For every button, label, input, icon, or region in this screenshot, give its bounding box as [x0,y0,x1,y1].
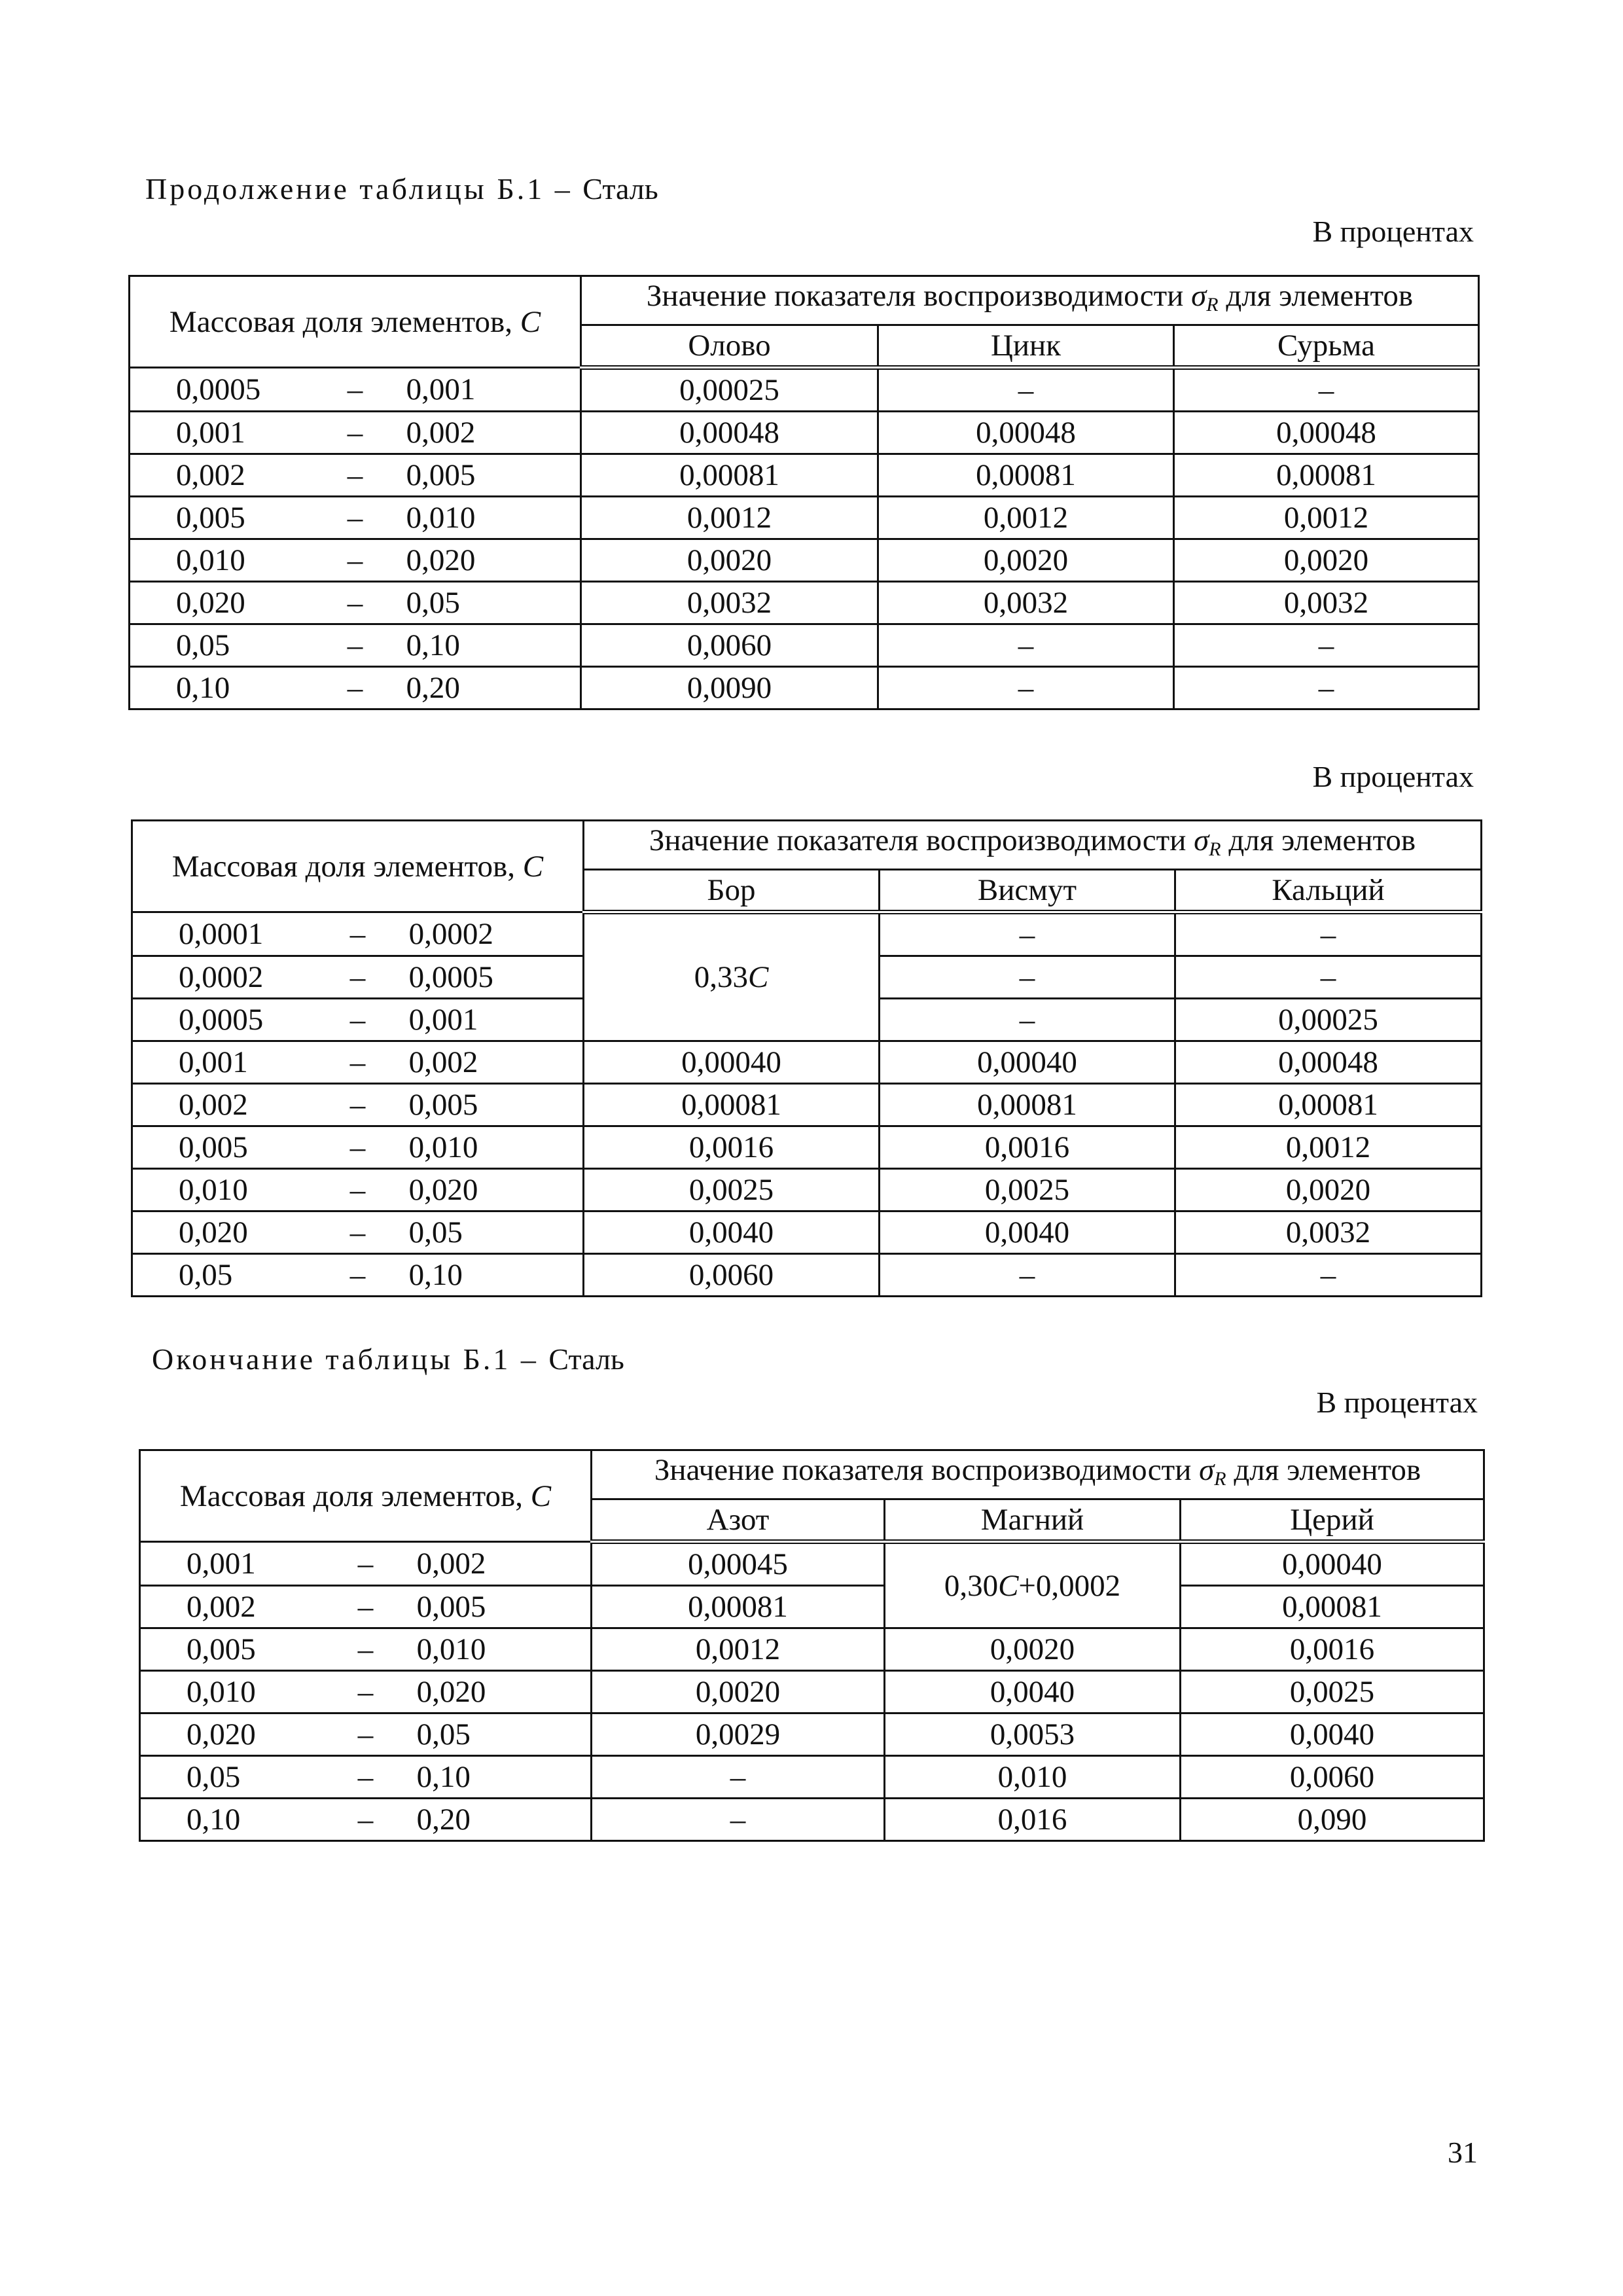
value-cell: 0,0020 [1174,539,1479,582]
value-cell: – [1174,624,1479,667]
value-cell: 0,016 [885,1799,1181,1841]
range-dash: – [357,1760,374,1794]
value-cell: 0,0016 [1181,1628,1484,1671]
range-lower: 0,020 [179,1215,248,1249]
range-upper: 0,10 [416,1760,471,1794]
range-upper: 0,05 [416,1717,471,1751]
range-lower: 0,005 [179,1130,248,1164]
range-lower: 0,05 [179,1258,233,1292]
caption-suffix: Сталь [548,1342,624,1376]
table-row [130,624,1479,667]
value-cell: 0,0012 [581,497,878,539]
value-cell: 0,00040 [584,1041,880,1084]
range-lower: 0,001 [176,416,245,450]
mass-range-cell [132,956,584,999]
range-lower: 0,10 [187,1803,241,1837]
range-dash: – [349,1173,366,1207]
value-cell: 0,0090 [581,667,878,709]
range-dash: – [357,1717,374,1751]
value-cell: – [880,956,1175,999]
mass-range-cell [140,1542,592,1586]
range-dash: – [347,372,363,406]
value-cell: – [880,912,1175,956]
range-upper: 0,001 [406,372,476,406]
value-cell: 0,0025 [1181,1671,1484,1713]
range-upper: 0,020 [408,1173,478,1207]
mass-range-cell [130,412,581,454]
range-dash: – [349,1045,366,1079]
value-cell: 0,00040 [1181,1542,1484,1586]
table-nitrogen-magnesium-cerium [139,1449,1485,1842]
element-header: Кальций [1175,870,1482,912]
value-cell: 0,0012 [1175,1126,1482,1169]
range-lower: 0,002 [187,1590,256,1624]
table-row [130,412,1479,454]
value-cell: 0,00045 [592,1542,885,1586]
table-row [132,912,1482,956]
range-upper: 0,20 [416,1803,471,1837]
mass-range-cell [140,1756,592,1799]
formula-variable: C [998,1568,1019,1603]
range-lower: 0,0001 [179,917,264,951]
caption-prefix: Продолжение таблицы Б.1 – [145,172,573,206]
value-cell: 0,090 [1181,1799,1484,1841]
table-row [140,1713,1484,1756]
reproducibility-header: Значение показателя воспроизводимости $\sigma_R$ для элементов [584,821,1482,870]
range-upper: 0,0002 [408,917,493,951]
value-cell: 0,0040 [584,1211,880,1254]
value-cell: – [880,1254,1175,1297]
mass-range-cell [130,539,581,582]
range-upper: 0,002 [408,1045,478,1079]
mass-range-cell [140,1713,592,1756]
mass-range-cell [132,1126,584,1169]
value-cell: – [592,1799,885,1841]
table-row [140,1628,1484,1671]
value-cell: 0,0060 [1181,1756,1484,1799]
caption-prefix: Окончание таблицы Б.1 – [152,1342,539,1376]
value-cell: 0,0020 [581,539,878,582]
value-cell: 0,00025 [1175,999,1482,1041]
value-cell: 0,00081 [1174,454,1479,497]
range-dash: – [349,1215,366,1249]
range-upper: 0,0005 [408,960,493,994]
table-row [140,1756,1484,1799]
range-upper: 0,010 [416,1632,486,1666]
value-cell: 0,00025 [581,368,878,412]
value-cell: 0,0032 [581,582,878,624]
mass-fraction-header: Массовая доля элементов, C [140,1450,592,1542]
range-lower: 0,001 [179,1045,248,1079]
mass-range-cell [130,454,581,497]
value-cell: 0,00081 [592,1586,885,1628]
table-row [132,1126,1482,1169]
table-row [130,582,1479,624]
table-row [140,1671,1484,1713]
value-cell: 0,010 [885,1756,1181,1799]
value-cell: 0,00048 [878,412,1174,454]
value-cell: 0,00081 [584,1084,880,1126]
value-cell: 0,0020 [1175,1169,1482,1211]
value-cell: 0,0016 [880,1126,1175,1169]
table-boron-bismuth-calcium [131,819,1482,1297]
value-cell: – [878,667,1174,709]
value-cell: 0,0012 [878,497,1174,539]
value-cell: 0,0053 [885,1713,1181,1756]
mass-range-cell [132,1169,584,1211]
mass-range-cell [130,497,581,539]
value-cell: 0,00048 [1175,1041,1482,1084]
mass-range-cell [132,912,584,956]
element-header: Церий [1181,1499,1484,1542]
mass-range-cell [132,999,584,1041]
value-cell: – [1175,956,1482,999]
table-continuation-caption [145,171,658,206]
value-cell: 0,0040 [1181,1713,1484,1756]
range-lower: 0,002 [179,1088,248,1122]
range-lower: 0,002 [176,458,245,492]
range-dash: – [349,1258,366,1292]
table-row [132,1084,1482,1126]
range-dash: – [357,1590,374,1624]
merged-formula-cell [885,1542,1181,1628]
range-dash: – [347,671,363,705]
value-cell: 0,0032 [1174,582,1479,624]
reproducibility-header: Значение показателя воспроизводимости $\sigma_R$ для элементов [592,1450,1484,1499]
table-row [140,1799,1484,1841]
page-number: 31 [1448,2136,1478,2169]
value-cell: 0,0020 [885,1628,1181,1671]
formula-coefficient: 0,33 [694,960,748,994]
range-upper: 0,001 [408,1003,478,1037]
value-cell: 0,00040 [880,1041,1175,1084]
value-cell: 0,00081 [1181,1586,1484,1628]
table-tin-zinc-antimony [128,275,1480,710]
range-upper: 0,20 [406,671,460,705]
range-dash: – [347,586,363,620]
mass-range-cell [130,667,581,709]
range-dash: – [349,960,366,994]
mass-range-cell [132,1254,584,1297]
value-cell: 0,0029 [592,1713,885,1756]
value-cell: 0,0012 [1174,497,1479,539]
value-cell: – [1174,667,1479,709]
merged-formula-cell [584,912,880,1041]
caption-suffix: Сталь [582,172,658,206]
value-cell: 0,0016 [584,1126,880,1169]
value-cell: – [1175,912,1482,956]
mass-range-cell [132,1084,584,1126]
value-cell: – [878,368,1174,412]
range-upper: 0,005 [416,1590,486,1624]
mass-range-cell [130,582,581,624]
mass-range-cell [140,1586,592,1628]
element-header: Бор [584,870,880,912]
mass-range-cell [140,1799,592,1841]
range-upper: 0,002 [416,1547,486,1581]
value-cell: 0,0040 [885,1671,1181,1713]
mass-fraction-header: Массовая доля элементов, C [132,821,584,912]
value-cell: – [880,999,1175,1041]
range-lower: 0,010 [179,1173,248,1207]
value-cell: 0,0032 [1175,1211,1482,1254]
reproducibility-header: Значение показателя воспроизводимости $\sigma_R$ для элементов [581,276,1479,325]
value-cell: 0,00081 [878,454,1174,497]
mass-range-cell [132,1041,584,1084]
range-lower: 0,005 [187,1632,256,1666]
range-lower: 0,010 [176,543,245,577]
range-dash: – [357,1803,374,1837]
unit-label-3: В процентах [1316,1386,1478,1419]
unit-label-2: В процентах [1312,760,1474,793]
table-row [130,539,1479,582]
table-row [130,497,1479,539]
value-cell: 0,0060 [581,624,878,667]
range-dash: – [347,416,363,450]
formula-constant: +0,0002 [1018,1568,1121,1603]
table-row [140,1586,1484,1628]
formula-coefficient: 0,30 [944,1568,999,1603]
range-dash: – [357,1547,374,1581]
value-cell: – [1175,1254,1482,1297]
value-cell: 0,00048 [581,412,878,454]
range-dash: – [357,1632,374,1666]
range-dash: – [347,501,363,535]
value-cell: 0,00081 [581,454,878,497]
range-dash: – [349,1088,366,1122]
table-row [132,1041,1482,1084]
value-cell: – [1174,368,1479,412]
range-lower: 0,0005 [176,372,261,406]
range-dash: – [347,458,363,492]
mass-range-cell [130,368,581,412]
element-header: Цинк [878,325,1174,368]
element-header: Висмут [880,870,1175,912]
table-row [132,1254,1482,1297]
range-upper: 0,10 [406,628,460,662]
range-upper: 0,020 [416,1675,486,1709]
value-cell: 0,0060 [584,1254,880,1297]
range-upper: 0,005 [408,1088,478,1122]
range-lower: 0,020 [176,586,245,620]
value-cell: 0,0025 [584,1169,880,1211]
range-lower: 0,010 [187,1675,256,1709]
value-cell: – [592,1756,885,1799]
range-dash: – [349,1003,366,1037]
range-upper: 0,05 [408,1215,463,1249]
range-dash: – [349,917,366,951]
table-end-caption [152,1342,624,1376]
formula-variable: C [747,960,769,994]
mass-range-cell [140,1628,592,1671]
range-lower: 0,0002 [179,960,264,994]
value-cell: 0,00081 [1175,1084,1482,1126]
table-row [130,368,1479,412]
range-lower: 0,05 [187,1760,241,1794]
mass-range-cell [130,624,581,667]
range-dash: – [347,543,363,577]
range-upper: 0,005 [406,458,476,492]
range-lower: 0,020 [187,1717,256,1751]
range-lower: 0,001 [187,1547,256,1581]
range-lower: 0,005 [176,501,245,535]
value-cell: – [878,624,1174,667]
value-cell: 0,0040 [880,1211,1175,1254]
element-header: Азот [592,1499,885,1542]
range-lower: 0,0005 [179,1003,264,1037]
value-cell: 0,0025 [880,1169,1175,1211]
range-upper: 0,010 [406,501,476,535]
mass-range-cell [132,1211,584,1254]
range-upper: 0,010 [408,1130,478,1164]
mass-range-cell [140,1671,592,1713]
value-cell: 0,0032 [878,582,1174,624]
range-upper: 0,05 [406,586,460,620]
range-upper: 0,020 [406,543,476,577]
value-cell: 0,00048 [1174,412,1479,454]
range-upper: 0,10 [408,1258,463,1292]
range-upper: 0,002 [406,416,476,450]
range-dash: – [347,628,363,662]
range-lower: 0,05 [176,628,230,662]
table-row [130,454,1479,497]
unit-label-1: В процентах [1312,215,1474,248]
value-cell: 0,0020 [592,1671,885,1713]
range-dash: – [357,1675,374,1709]
element-header: Сурьма [1174,325,1479,368]
table-row [140,1542,1484,1586]
table-row [130,667,1479,709]
value-cell: 0,00081 [880,1084,1175,1126]
range-dash: – [349,1130,366,1164]
table-row [132,1211,1482,1254]
element-header: Олово [581,325,878,368]
value-cell: 0,0012 [592,1628,885,1671]
mass-fraction-header: Массовая доля элементов, C [130,276,581,368]
range-lower: 0,10 [176,671,230,705]
element-header: Магний [885,1499,1181,1542]
table-row [132,1169,1482,1211]
value-cell: 0,0020 [878,539,1174,582]
